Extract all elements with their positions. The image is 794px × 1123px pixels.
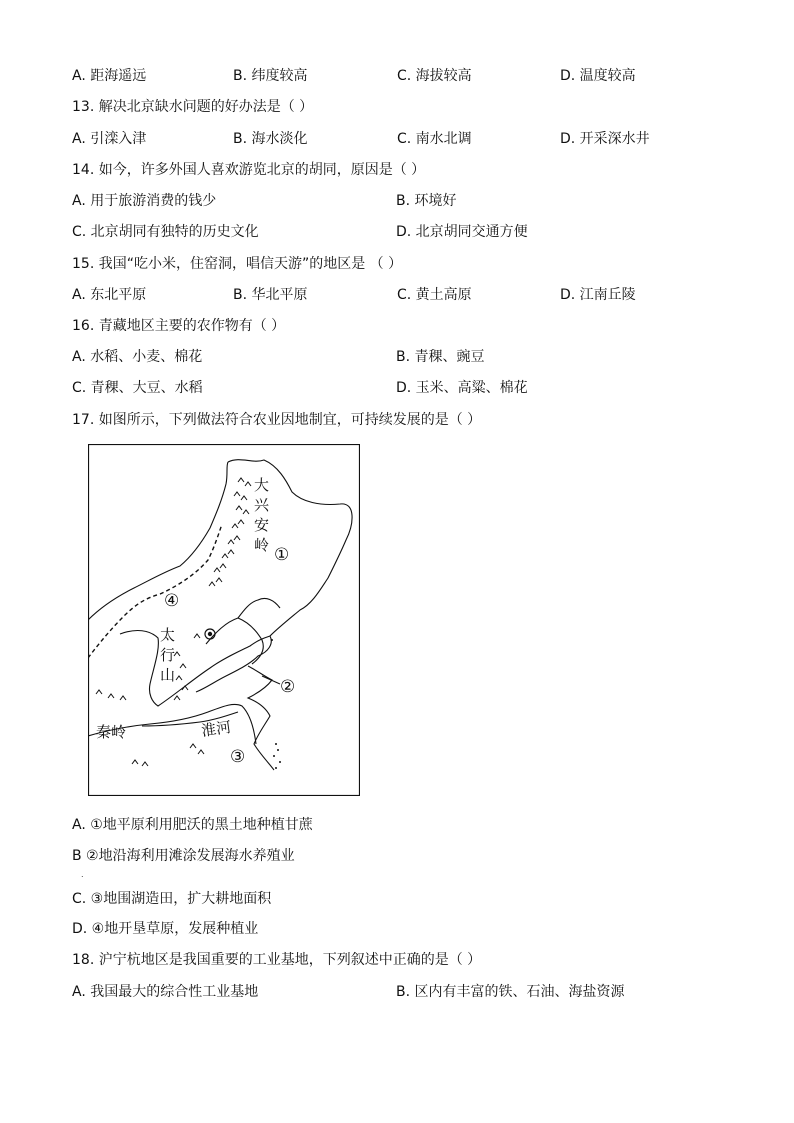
q14-option-a: A. 用于旅游消费的钱少: [72, 193, 217, 209]
q18-option-b: B. 区内有丰富的铁、石油、海盐资源: [396, 984, 625, 1000]
q13-stem: 13. 解决北京缺水问题的好办法是（ ）: [72, 99, 314, 115]
map-frame: [89, 445, 360, 796]
label-hang: 行: [160, 646, 176, 664]
q13-options-row: [0, 129, 794, 149]
q15-option-b: B. 华北平原: [233, 287, 308, 303]
q13-stem-row: [0, 97, 794, 117]
northeast-china-map: [88, 444, 360, 796]
q17-option-d-row: [0, 919, 794, 939]
q13-option-a: A. 引滦入津: [72, 131, 147, 147]
q15-option-c: C. 黄土高原: [397, 287, 472, 303]
label-an: 安: [254, 516, 270, 534]
q17-option-b-row: [0, 846, 794, 866]
marker-4: ④: [164, 591, 180, 611]
label-ling: 岭: [254, 536, 270, 554]
q14-option-c: C. 北京胡同有独特的历史文化: [72, 224, 259, 240]
q18-stem-row: [0, 950, 794, 970]
q18-option-a: A. 我国最大的综合性工业基地: [72, 984, 259, 1000]
marker-2: ②: [280, 677, 296, 697]
q16-options-row-2: [0, 378, 794, 398]
q14-options-row-2: [0, 222, 794, 242]
q15-option-d: D. 江南丘陵: [560, 287, 636, 303]
q12-option-c: C. 海拔较高: [397, 68, 472, 84]
q13-option-c: C. 南水北调: [397, 131, 472, 147]
q17-stem-row: [0, 410, 794, 430]
taihangshan-label: [160, 626, 175, 684]
q13-option-b: B. 海水淡化: [233, 131, 308, 147]
q16-options-row-1: [0, 347, 794, 367]
q15-option-a: A. 东北平原: [72, 287, 147, 303]
q17-option-a-row: [0, 815, 794, 835]
marker-3: ③: [230, 747, 246, 767]
q18-options-row: [0, 982, 794, 1002]
stray-dot: .: [81, 870, 84, 879]
q12-option-b: B. 纬度较高: [233, 68, 308, 84]
label-tai: 太: [160, 626, 176, 644]
qinling-label: 秦岭: [96, 723, 127, 741]
label-xing: 兴: [254, 496, 270, 514]
q15-options-row: [0, 285, 794, 305]
q16-stem-row: [0, 316, 794, 336]
q17-option-d: D. ④地开垦草原，发展种植业: [72, 921, 259, 937]
q15-stem: 15. 我国“吃小米，住窑洞，唱信天游”的地区是 （ ）: [72, 256, 403, 272]
q12-option-d: D. 温度较高: [560, 68, 636, 84]
q16-option-a: A. 水稻、小麦、棉花: [72, 349, 203, 365]
q15-stem-row: [0, 254, 794, 274]
q13-option-d: D. 开采深水井: [560, 131, 650, 147]
q17-option-a: A. ①地平原利用肥沃的黑土地种植甘蔗: [72, 817, 313, 833]
q16-option-d: D. 玉米、高粱、棉花: [396, 380, 528, 396]
q14-stem-row: [0, 160, 794, 180]
q17-stem: 17. 如图所示，下列做法符合农业因地制宜，可持续发展的是（ ）: [72, 412, 482, 428]
q17-option-c-row: [0, 889, 794, 909]
q17-option-c: C. ③地围湖造田，扩大耕地面积: [72, 891, 272, 907]
q12-options-row: [0, 66, 794, 86]
marker-1: ①: [274, 545, 290, 565]
q18-stem: 18. 沪宁杭地区是我国重要的工业基地，下列叙述中正确的是（ ）: [72, 952, 482, 968]
q14-option-b: B. 环境好: [396, 193, 457, 209]
q14-option-d: D. 北京胡同交通方便: [396, 224, 528, 240]
label-shan: 山: [160, 666, 176, 684]
q12-option-a: A. 距海遥远: [72, 68, 147, 84]
q14-stem: 14. 如今，许多外国人喜欢游览北京的胡同，原因是（ ）: [72, 162, 426, 178]
label-da: 大: [254, 476, 270, 494]
q17-option-b: B ②地沿海利用滩涂发展海水养殖业: [72, 848, 295, 864]
huaihe-label: 淮河: [200, 717, 233, 740]
q14-options-row-1: [0, 191, 794, 211]
q16-stem: 16. 青藏地区主要的农作物有（ ）: [72, 318, 286, 334]
q16-option-b: B. 青稞、豌豆: [396, 349, 485, 365]
q16-option-c: C. 青稞、大豆、水稻: [72, 380, 203, 396]
